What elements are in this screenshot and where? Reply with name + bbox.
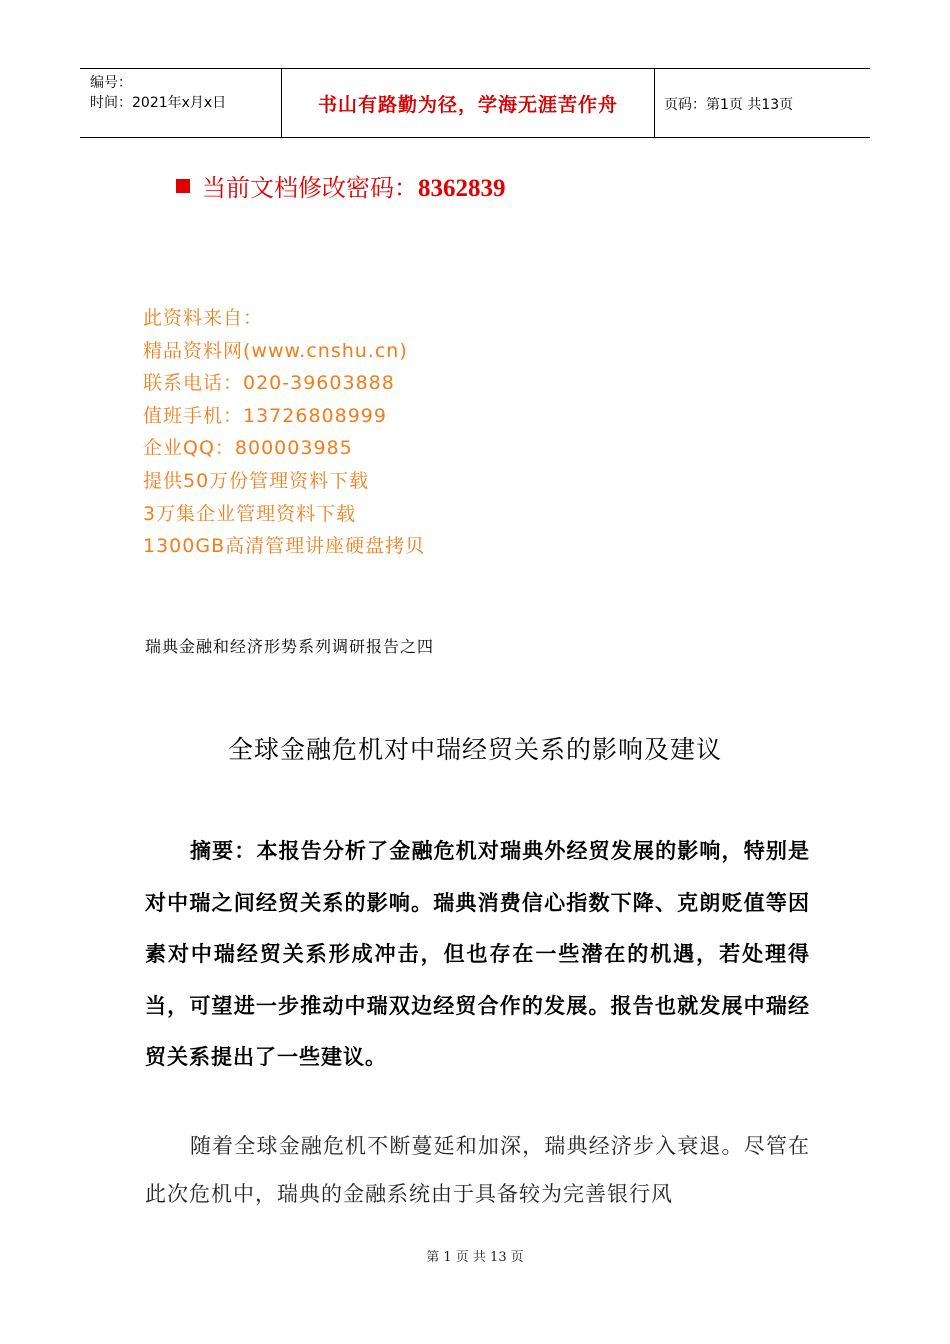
header-motto: 书山有路勤为径，学海无涯苦作舟: [317, 93, 618, 116]
header-time-label: 时间：2021年x月x日: [90, 95, 227, 111]
source-info-line: 3万集企业管理资料下载: [143, 502, 357, 525]
source-info-line: 此资料来自：: [143, 307, 264, 329]
square-bullet-icon: [176, 179, 190, 193]
source-info-line: 联系电话：020-39603888: [143, 372, 395, 395]
password-label: 当前文档修改密码：: [202, 174, 418, 202]
password-code: 8362839: [418, 175, 506, 202]
abstract-paragraph: 摘要：本报告分析了金融危机对瑞典外经贸发展的影响，特别是对中瑞之间经贸关系的影响。瑞典消费信心指数下降、克朗贬值等因素对中瑞经贸关系形成冲击，但也存在一些潜在的机遇，若处理得当，可望进一步推动中瑞双边经贸合作的发展。报告也就发展中瑞经贸关系提出了一些建议。: [145, 839, 810, 1069]
header-number-label: 编号：: [90, 75, 132, 91]
document-title: 全球金融危机对中瑞经贸关系的影响及建议: [227, 735, 722, 764]
header-divider: [654, 69, 655, 137]
header-page-info: 页码：第1页 共13页: [664, 97, 794, 113]
source-info-block: [143, 302, 425, 563]
source-info-line: 企业QQ：800003985: [143, 437, 353, 460]
source-info-line: 提供50万份管理资料下载: [143, 469, 370, 492]
page-footer: 第 1 页 共 13 页: [426, 1250, 524, 1265]
source-info-line: 精品资料网(www.cnshu.cn): [143, 339, 408, 362]
body-paragraph: 随着全球金融危机不断蔓延和加深，瑞典经济步入衰退。尽管在此次危机中，瑞典的金融系统由于具备较为完善银行风: [145, 1134, 810, 1206]
source-info-line: 值班手机：13726808999: [143, 404, 387, 427]
password-line: [176, 168, 506, 203]
source-info-line: 1300GB高清管理讲座硬盘拷贝: [143, 535, 426, 558]
report-series-label: 瑞典金融和经济形势系列调研报告之四: [145, 637, 435, 656]
document-header-table: [80, 68, 870, 138]
